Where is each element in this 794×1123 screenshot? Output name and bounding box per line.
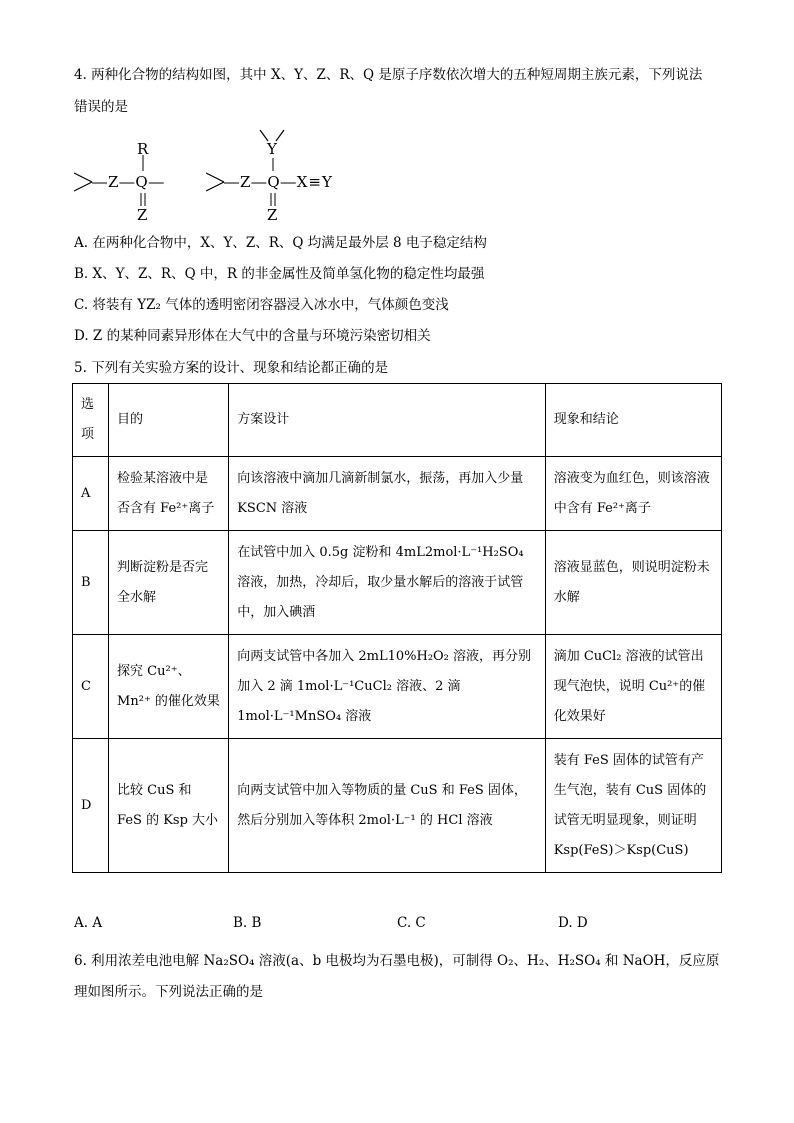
header-result: 现象和结论 [545,384,721,457]
q4-option-d: D. Z 的某种同素异形体在大气中的含量与环境污染密切相关 [74,328,431,344]
row-design: 向两支试管中各加入 2mL10%H₂O₂ 溶液，再分别加入 2 滴 1mol·L⁻¹CuCl₂ 溶液、2 滴 1mol·L⁻¹MnSO₄ 溶液 [229,635,545,739]
atom-r: R [137,140,149,158]
answer-b: B. B [233,915,262,931]
row-result: 装有 FeS 固体的试管有产生气泡，装有 CuS 固体的试管无明显现象，则证明 Ksp(FeS)＞Ksp(CuS) [545,739,721,873]
row-design: 向两支试管中加入等物质的量 CuS 和 FeS 固体，然后分别加入等体积 2mol·L⁻¹ 的 HCl 溶液 [229,739,545,873]
row-purpose: 检验某溶液中是否含有 Fe²⁺离子 [109,457,229,531]
q4-stem-line2: 错误的是 [74,99,128,115]
answer-a: A. A [74,915,103,931]
table-header-row [73,384,722,457]
structure-left [74,138,184,228]
q5-stem: 5. 下列有关实验方案的设计、现象和结论都正确的是 [74,360,389,376]
row-option: B [73,531,109,635]
row-result: 溶液变为血红色，则该溶液中含有 Fe²⁺离子 [545,457,721,531]
q4-option-a: A. 在两种化合物中，X、Y、Z、R、Q 均满足最外层 8 电子稳定结构 [74,235,487,251]
answer-d: D. D [558,915,588,931]
row-option: A [73,457,109,531]
row-option: D [73,739,109,873]
table-row [73,457,722,531]
header-design: 方案设计 [229,384,545,457]
row-option: C [73,635,109,739]
q4-stem-line1: 4. 两种化合物的结构如图，其中 X、Y、Z、R、Q 是原子序数依次增大的五种短周期主族元素，下列说法 [74,67,703,83]
atom-z-bottom-right: Z [267,206,278,224]
row-design: 在试管中加入 0.5g 淀粉和 4mL2mol·L⁻¹H₂SO₄ 溶液，加热，冷却后，取少量水解后的溶液于试管中，加入碘酒 [229,531,545,635]
q6-stem: 6. 利用浓差电池电解 Na₂SO₄ 溶液(a、b 电极均为石墨电极)，可制得 O₂、H₂、H₂SO₄ 和 NaOH，反应原理如图所示。下列说法正确的是 [74,953,720,1000]
row-purpose: 判断淀粉是否完全水解 [109,531,229,635]
row-design: 向该溶液中滴加几滴新制氯水，振荡，再加入少量 KSCN 溶液 [229,457,545,531]
q4-option-b: B. X、Y、Z、R、Q 中，R 的非金属性及简单氢化物的稳定性均最强 [74,266,485,282]
atom-y-top: Y [267,140,277,158]
table-row [73,739,722,873]
header-purpose: 目的 [109,384,229,457]
row-result: 溶液显蓝色，则说明淀粉未水解 [545,531,721,635]
table-row [73,531,722,635]
table-row [73,635,722,739]
chain-left: ―Z―Q― [92,173,165,191]
chain-right: ―Z―Q―X≡Y [224,173,333,191]
row-purpose: 比较 CuS 和 FeS 的 Ksp 大小 [109,739,229,873]
q4-option-c: C. 将装有 YZ₂ 气体的透明密闭容器浸入冰水中，气体颜色变浅 [74,297,449,313]
experiment-table [72,383,722,873]
answer-c: C. C [397,915,426,931]
row-purpose: 探究 Cu²⁺、Mn²⁺ 的催化效果 [109,635,229,739]
structure-right [206,128,366,228]
atom-z-bottom-left: Z [137,206,148,224]
header-option: 选项 [73,384,109,457]
row-result: 滴加 CuCl₂ 溶液的试管出现气泡快，说明 Cu²⁺的催化效果好 [545,635,721,739]
